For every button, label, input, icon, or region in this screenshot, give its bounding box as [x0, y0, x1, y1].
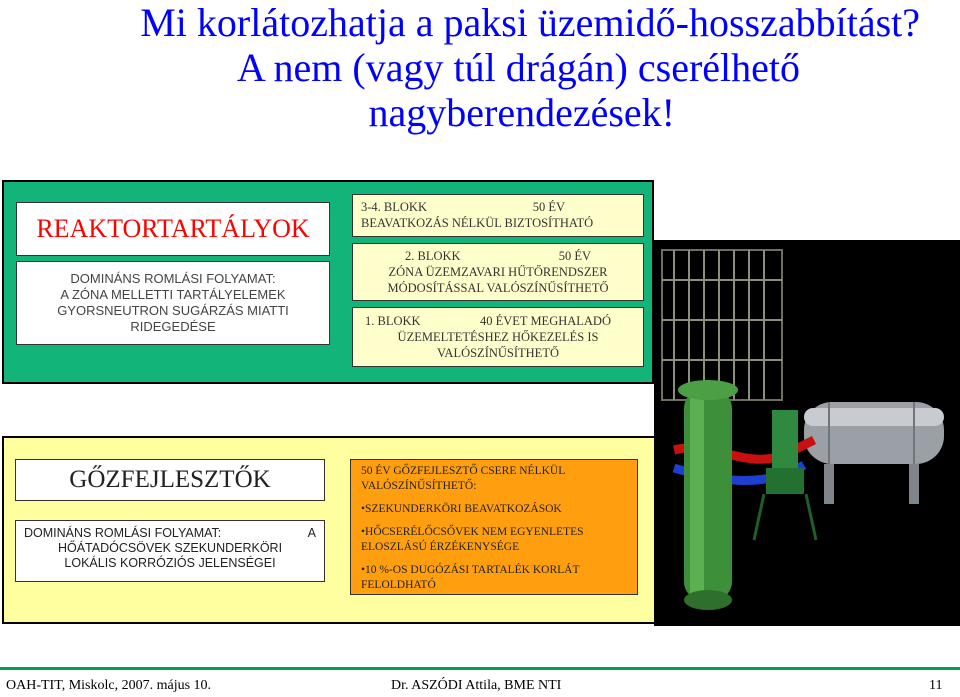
footer-event: OAH-TIT, Miskolc, 2007. május 10.	[6, 678, 212, 693]
page-number: 11	[929, 678, 943, 693]
conclusion-bullet: •SZEKUNDERKÖRI BEAVATKOZÁSOK	[361, 503, 562, 515]
block-line: BEAVATKOZÁS NÉLKÜL BIZTOSÍTHATÓ	[361, 216, 594, 230]
block-line: ÜZEMELTETÉSHEZ HŐKEZELÉS IS	[397, 330, 599, 344]
steam-generator-heading: GŐZFEJLESZTŐK	[15, 459, 325, 501]
block-years: 50 ÉV	[558, 249, 591, 263]
conclusion-bullet: •HŐCSERÉLŐCSŐVEK NEM EGYENLETES ELOSZLÁSÚ ÉRZÉKENYSÉGE	[361, 526, 584, 553]
title-line-1: Mi korlátozhatja a paksi üzemidő-hosszabbítást?	[140, 0, 920, 45]
block-label: 1. BLOKK	[365, 314, 421, 328]
footer-author: Dr. ASZÓDI Attila, BME NTI	[391, 678, 562, 693]
block-line: MÓDOSÍTÁSSAL VALÓSZÍNŰSÍTHETŐ	[387, 281, 609, 295]
reactor-desc-line: RIDEGEDÉSE	[130, 319, 216, 334]
reactor-desc-line: GYORSNEUTRON SUGÁRZÁS MIATTI	[57, 303, 289, 318]
sg-desc-line: DOMINÁNS ROMLÁSI FOLYAMAT:	[24, 526, 222, 540]
block-3-4-box	[352, 194, 644, 237]
slide-title	[40, 0, 920, 135]
reactor-description	[16, 261, 330, 345]
reactor-desc-line: DOMINÁNS ROMLÁSI FOLYAMAT:	[70, 271, 276, 286]
block-line: ZÓNA ÜZEMZAVARI HŰTŐRENDSZER	[388, 265, 608, 279]
title-line-2: A nem (vagy túl drágán) cserélhető	[236, 45, 800, 90]
reactor-3d-image	[654, 240, 960, 626]
sg-desc-a: A	[307, 526, 316, 540]
steam-generator-description	[15, 520, 325, 582]
footer-divider	[0, 667, 960, 670]
reactor-vessel	[678, 380, 738, 610]
sg-desc-line: LOKÁLIS KORRÓZIÓS JELENSÉGEI	[64, 556, 276, 570]
reactor-desc-line: A ZÓNA MELLETTI TARTÁLYELEMEK	[60, 287, 286, 302]
block-line: VALÓSZÍNŰSÍTHETŐ	[437, 346, 559, 360]
reactor-heading: REAKTORTARTÁLYOK	[16, 202, 330, 256]
steam-generator-conclusion	[350, 459, 638, 595]
block-1-box	[352, 307, 644, 367]
block-2-box	[352, 243, 644, 301]
title-line-3: nagyberendezések!	[368, 90, 675, 135]
conclusion-bullet: •10 %-OS DUGÓZÁSI TARTALÉK KORLÁT FELOLDHATÓ	[361, 564, 580, 591]
block-label: 3-4. BLOKK	[361, 200, 427, 214]
block-years: 40 ÉVET MEGHALADÓ	[479, 314, 611, 328]
block-label: 2. BLOKK	[405, 249, 461, 263]
primary-circuit-render	[654, 240, 960, 626]
block-years: 50 ÉV	[532, 200, 565, 214]
sg-desc-line: HŐÁTADÓCSÖVEK SZEKUNDERKÖRI	[57, 541, 283, 555]
conclusion-text: 50 ÉV GŐZFEJLESZTŐ CSERE NÉLKÜL VALÓSZÍNŰSÍTHETŐ:	[361, 465, 565, 492]
